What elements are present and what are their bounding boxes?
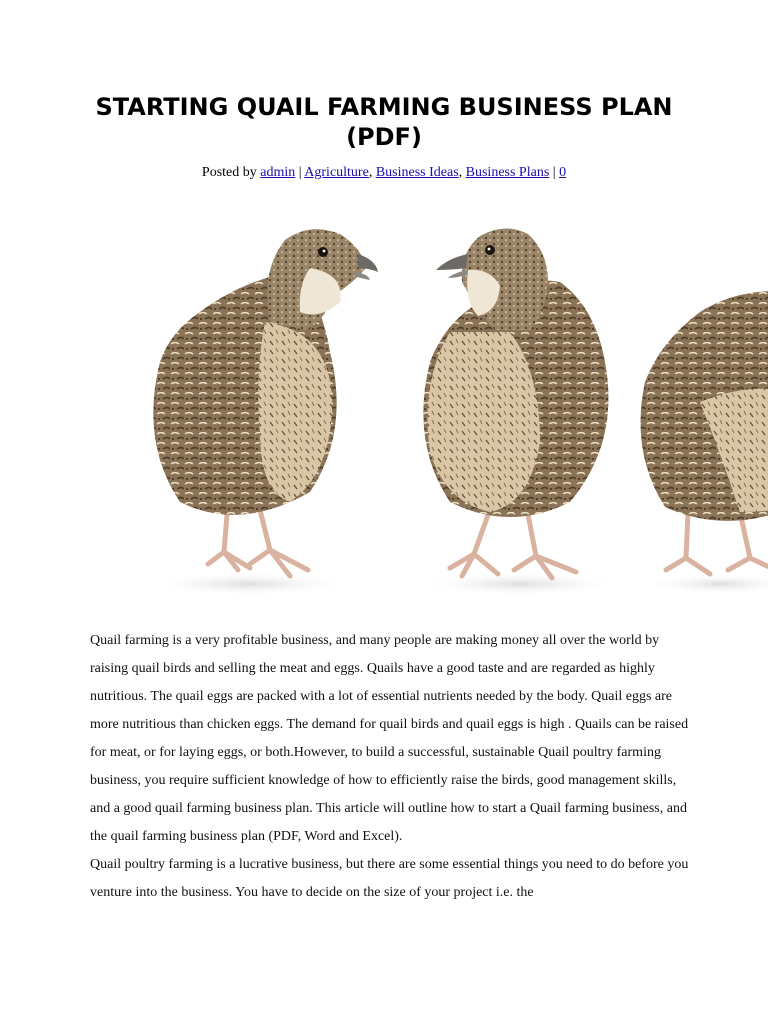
- comments-count-link[interactable]: 0: [559, 165, 567, 180]
- article-paragraph: Quail farming is a very profitable business, and many people are making money all over the world by raising quail birds and selling the meat and eggs. Quails have a good taste and are regarded as highly nutritious. The quail eggs are packed with a lot of essential nutrients needed by the body. Quail eggs are more nutritious than chicken eggs. The demand for quail birds and quail eggs is high . Quails can be raised for meat, or for laying eggs, or both.However, to build a successful, sustainable Quail poultry farming business, you require sufficient knowledge of how to efficiently raise the birds, good management skills, and a good quail farming business plan. This article will outline how to start a Quail farming business, and the quail farming business plan (PDF, Word and Excel).: [90, 633, 689, 844]
- byline-posted-by: Posted by: [201, 165, 257, 180]
- author-link[interactable]: admin: [260, 165, 296, 180]
- byline-comma: ,: [458, 165, 466, 180]
- quail-left: [150, 229, 378, 596]
- byline-separator: |: [549, 165, 560, 180]
- article-paragraph: Quail poultry farming is a lucrative business, but there are some essential things you need to do before you venture into the business. You have to decide on the size of your project i.e. the: [90, 857, 689, 900]
- category-link-business-ideas[interactable]: Business Ideas: [375, 165, 459, 180]
- byline-comma: ,: [368, 165, 376, 180]
- quail-illustration: [100, 212, 768, 616]
- article-body: [90, 627, 690, 907]
- quail-photo: [100, 212, 768, 616]
- article-byline: [0, 164, 768, 182]
- category-link-business-plans[interactable]: Business Plans: [465, 165, 550, 180]
- byline-separator: |: [295, 165, 305, 180]
- quail-center: [420, 228, 620, 596]
- article-title: STARTING QUAIL FARMING BUSINESS PLAN (PDF): [95, 93, 673, 151]
- quail-right-cropped: [640, 291, 768, 594]
- category-link-agriculture[interactable]: Agriculture: [304, 165, 369, 180]
